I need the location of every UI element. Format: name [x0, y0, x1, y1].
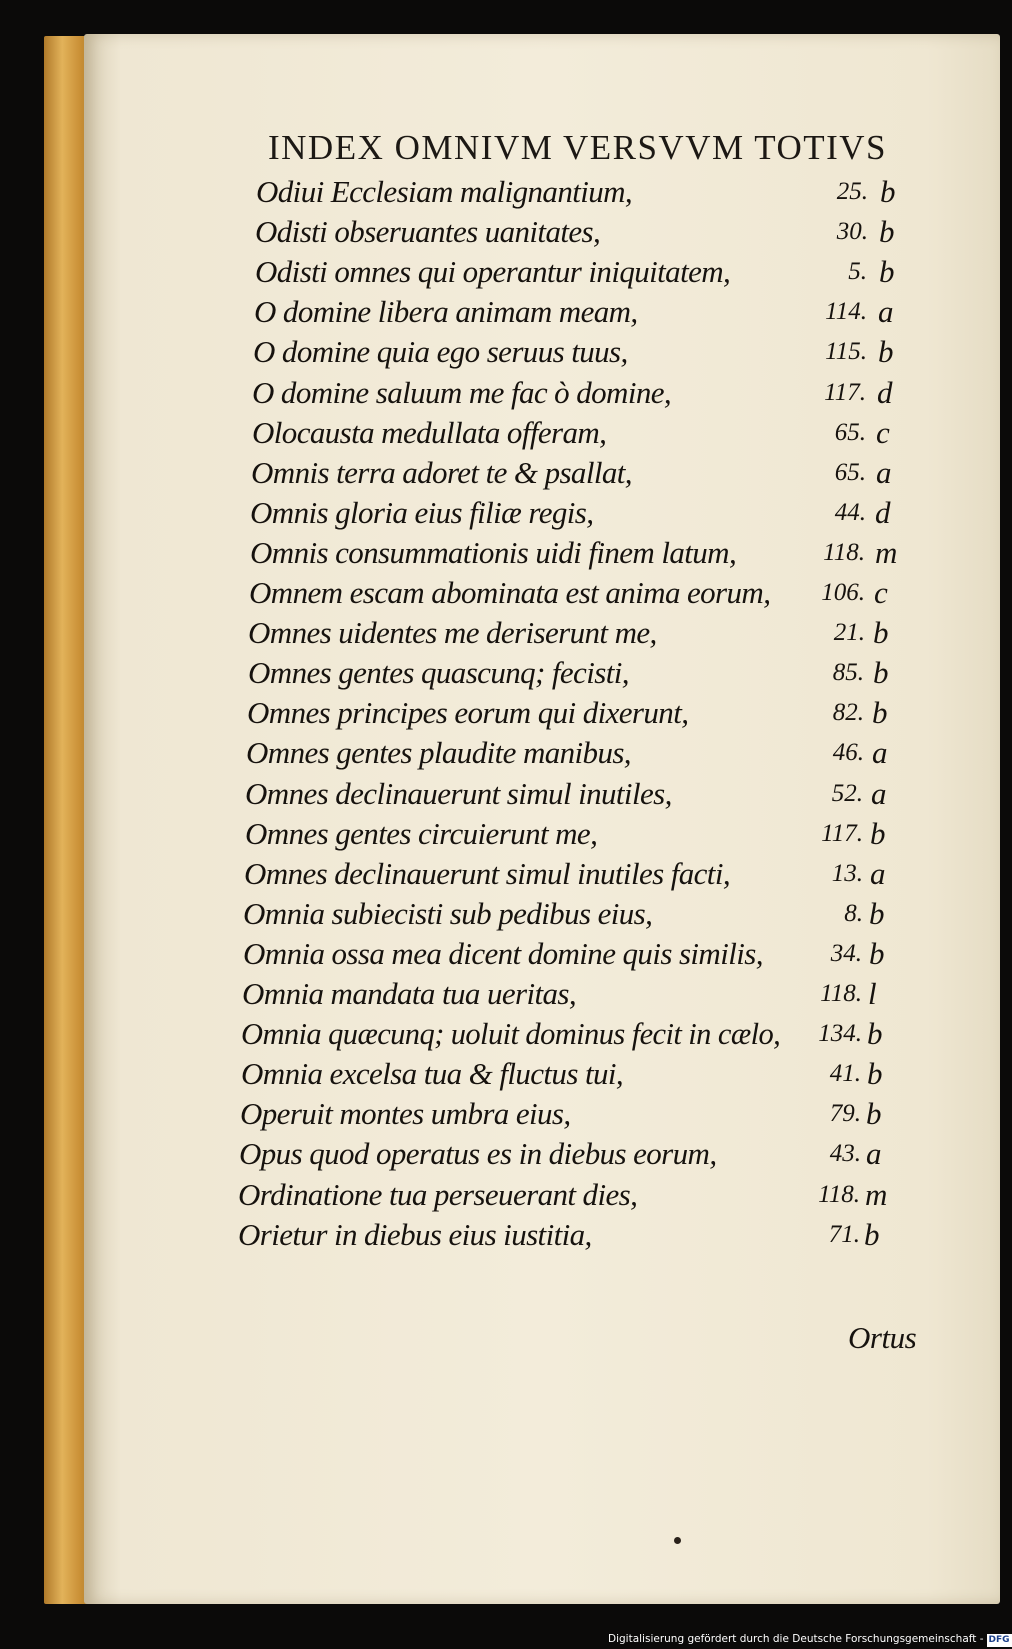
entry-text: Omnes principes eorum qui dixerunt, [247, 695, 689, 731]
entry-text: Orietur in diebus eius iustitia, [238, 1216, 592, 1252]
index-entry [0, 413, 1000, 453]
entry-text: O domine saluum me fac ò domine, [252, 374, 672, 410]
entry-text: Omnis gloria eius filiæ regis, [250, 494, 594, 530]
entry-text: Omnia mandata tua ueritas, [242, 976, 577, 1011]
entry-text: Omnia subiecisti sub pedibus eius, [243, 895, 653, 931]
index-entry [0, 493, 1000, 533]
index-entry [0, 1134, 1000, 1174]
entry-verse-letter: b [869, 895, 885, 931]
entry-verse-letter: a [871, 775, 887, 811]
footer-credit [608, 1630, 1012, 1649]
index-entry [0, 1215, 1000, 1255]
entry-verse-letter: b [864, 1216, 880, 1252]
entry-text: Odisti omnes qui operantur iniquitatem, [255, 254, 731, 290]
entry-text: Opus quod operatus es in diebus eorum, [239, 1136, 717, 1172]
entry-psalm-number: 106. [821, 579, 865, 606]
entry-psalm-number: 43. [829, 1140, 861, 1168]
entry-verse-letter: b [867, 1016, 883, 1052]
entry-psalm-number: 46. [832, 739, 864, 767]
entry-text: Omnis terra adoret te & psallat, [251, 454, 632, 490]
entry-verse-letter: a [872, 735, 888, 771]
index-entry [0, 1175, 1000, 1215]
index-entry [0, 934, 1000, 974]
entry-verse-letter: a [876, 454, 892, 490]
index-entry [0, 693, 1000, 733]
entry-verse-letter: b [878, 334, 894, 370]
entry-psalm-number: 65. [834, 458, 866, 486]
entry-psalm-number: 30. [836, 218, 868, 246]
entry-psalm-number: 65. [834, 418, 866, 446]
entry-psalm-number: 5. [848, 258, 867, 286]
index-entry [0, 292, 1000, 332]
index-entry [0, 252, 1000, 292]
index-entry [0, 573, 1000, 613]
entry-text: Omnia excelsa tua & fluctus tui, [241, 1056, 624, 1092]
index-entry [0, 854, 1000, 894]
entry-text: Omnes gentes plaudite manibus, [246, 735, 631, 771]
index-entry [0, 212, 1000, 252]
catchword: Ortus [848, 1320, 917, 1355]
entry-verse-letter: d [877, 374, 893, 410]
entry-text: Odisti obseruantes uanitates, [255, 214, 601, 250]
footer-text: Digitalisierung gefördert durch die Deutsche Forschungsgemeinschaft - [608, 1633, 984, 1645]
entry-verse-letter: b [872, 695, 888, 731]
index-entry [0, 894, 1000, 934]
entry-psalm-number: 25. [836, 178, 868, 205]
entry-verse-letter: b [873, 655, 889, 691]
entry-psalm-number: 114. [825, 298, 867, 326]
entry-verse-letter: b [880, 174, 896, 209]
index-entry [0, 613, 1000, 653]
entry-verse-letter: b [873, 615, 889, 651]
entry-psalm-number: 115. [825, 338, 867, 366]
entry-text: Omnem escam abominata est anima eorum, [249, 575, 771, 610]
entry-verse-letter: d [875, 494, 891, 530]
entry-text: Olocausta medullata offeram, [252, 414, 607, 450]
entry-psalm-number: 118. [823, 538, 865, 566]
index-entry [0, 172, 1000, 212]
entry-text: Ordinatione tua perseuerant dies, [238, 1176, 638, 1212]
entry-psalm-number: 118. [820, 980, 862, 1007]
dfg-logo: DFG [988, 1635, 1010, 1645]
index-entry [0, 774, 1000, 814]
entry-text: Omnes declinauerunt simul inutiles facti, [244, 855, 730, 891]
index-entry [0, 1014, 1000, 1054]
index-entry [0, 373, 1000, 413]
entry-verse-letter: m [875, 534, 898, 570]
signature-mark [674, 1537, 681, 1544]
entry-psalm-number: 118. [818, 1180, 860, 1208]
entry-psalm-number: 34. [830, 939, 862, 967]
entry-text: Omnes uidentes me deriserunt me, [248, 615, 657, 651]
entry-verse-letter: a [870, 855, 886, 891]
entry-text: Omnes gentes quascunq; fecisti, [248, 655, 629, 691]
index-entry [0, 653, 1000, 693]
entry-text: Omnis consummationis uidi finem latum, [250, 534, 737, 570]
entry-verse-letter: b [869, 935, 885, 971]
index-entry [0, 814, 1000, 854]
entry-text: Operuit montes umbra eius, [240, 1096, 571, 1132]
entry-psalm-number: 13. [831, 859, 863, 887]
entry-psalm-number: 71. [828, 1220, 860, 1248]
index-entry [0, 533, 1000, 573]
entry-text: Omnes gentes circuierunt me, [245, 815, 598, 851]
entry-verse-letter: b [866, 1096, 882, 1132]
entry-text: Odiui Ecclesiam malignantium, [256, 174, 633, 209]
entry-verse-letter: c [876, 414, 890, 450]
entry-psalm-number: 117. [821, 819, 863, 847]
entry-verse-letter: b [870, 815, 886, 851]
entry-text: O domine quia ego seruus tuus, [253, 334, 628, 370]
entry-psalm-number: 134. [818, 1020, 862, 1048]
index-entry [0, 453, 1000, 493]
index-entry [0, 733, 1000, 773]
entry-psalm-number: 44. [834, 498, 866, 526]
entry-psalm-number: 8. [844, 899, 863, 927]
entry-text: Omnia quæcunq; uoluit dominus fecit in cælo, [241, 1016, 781, 1052]
entry-verse-letter: a [878, 294, 894, 330]
entry-text: Omnes declinauerunt simul inutiles, [245, 775, 672, 811]
entry-verse-letter: a [866, 1136, 882, 1172]
entry-verse-letter: b [867, 1056, 883, 1092]
entry-psalm-number: 117. [824, 378, 866, 406]
index-entry [0, 1054, 1000, 1094]
entry-text: Omnia ossa mea dicent domine quis similis, [243, 935, 763, 971]
page-header: INDEX OMNIVM VERSVVM TOTIVS [268, 128, 888, 167]
entry-verse-letter: l [868, 976, 877, 1011]
index-entry [0, 1094, 1000, 1134]
entry-verse-letter: c [874, 575, 888, 610]
entry-text: O domine libera animam meam, [254, 294, 638, 330]
entry-verse-letter: m [865, 1176, 888, 1212]
entry-verse-letter: b [879, 254, 895, 290]
entry-psalm-number: 41. [829, 1060, 861, 1088]
entry-psalm-number: 85. [832, 659, 864, 687]
entry-psalm-number: 82. [832, 699, 864, 727]
index-entry [0, 332, 1000, 372]
index-entry [0, 974, 1000, 1014]
entry-psalm-number: 52. [831, 779, 863, 807]
entry-verse-letter: b [879, 214, 895, 250]
entry-psalm-number: 79. [829, 1100, 861, 1128]
entry-psalm-number: 21. [833, 619, 865, 647]
